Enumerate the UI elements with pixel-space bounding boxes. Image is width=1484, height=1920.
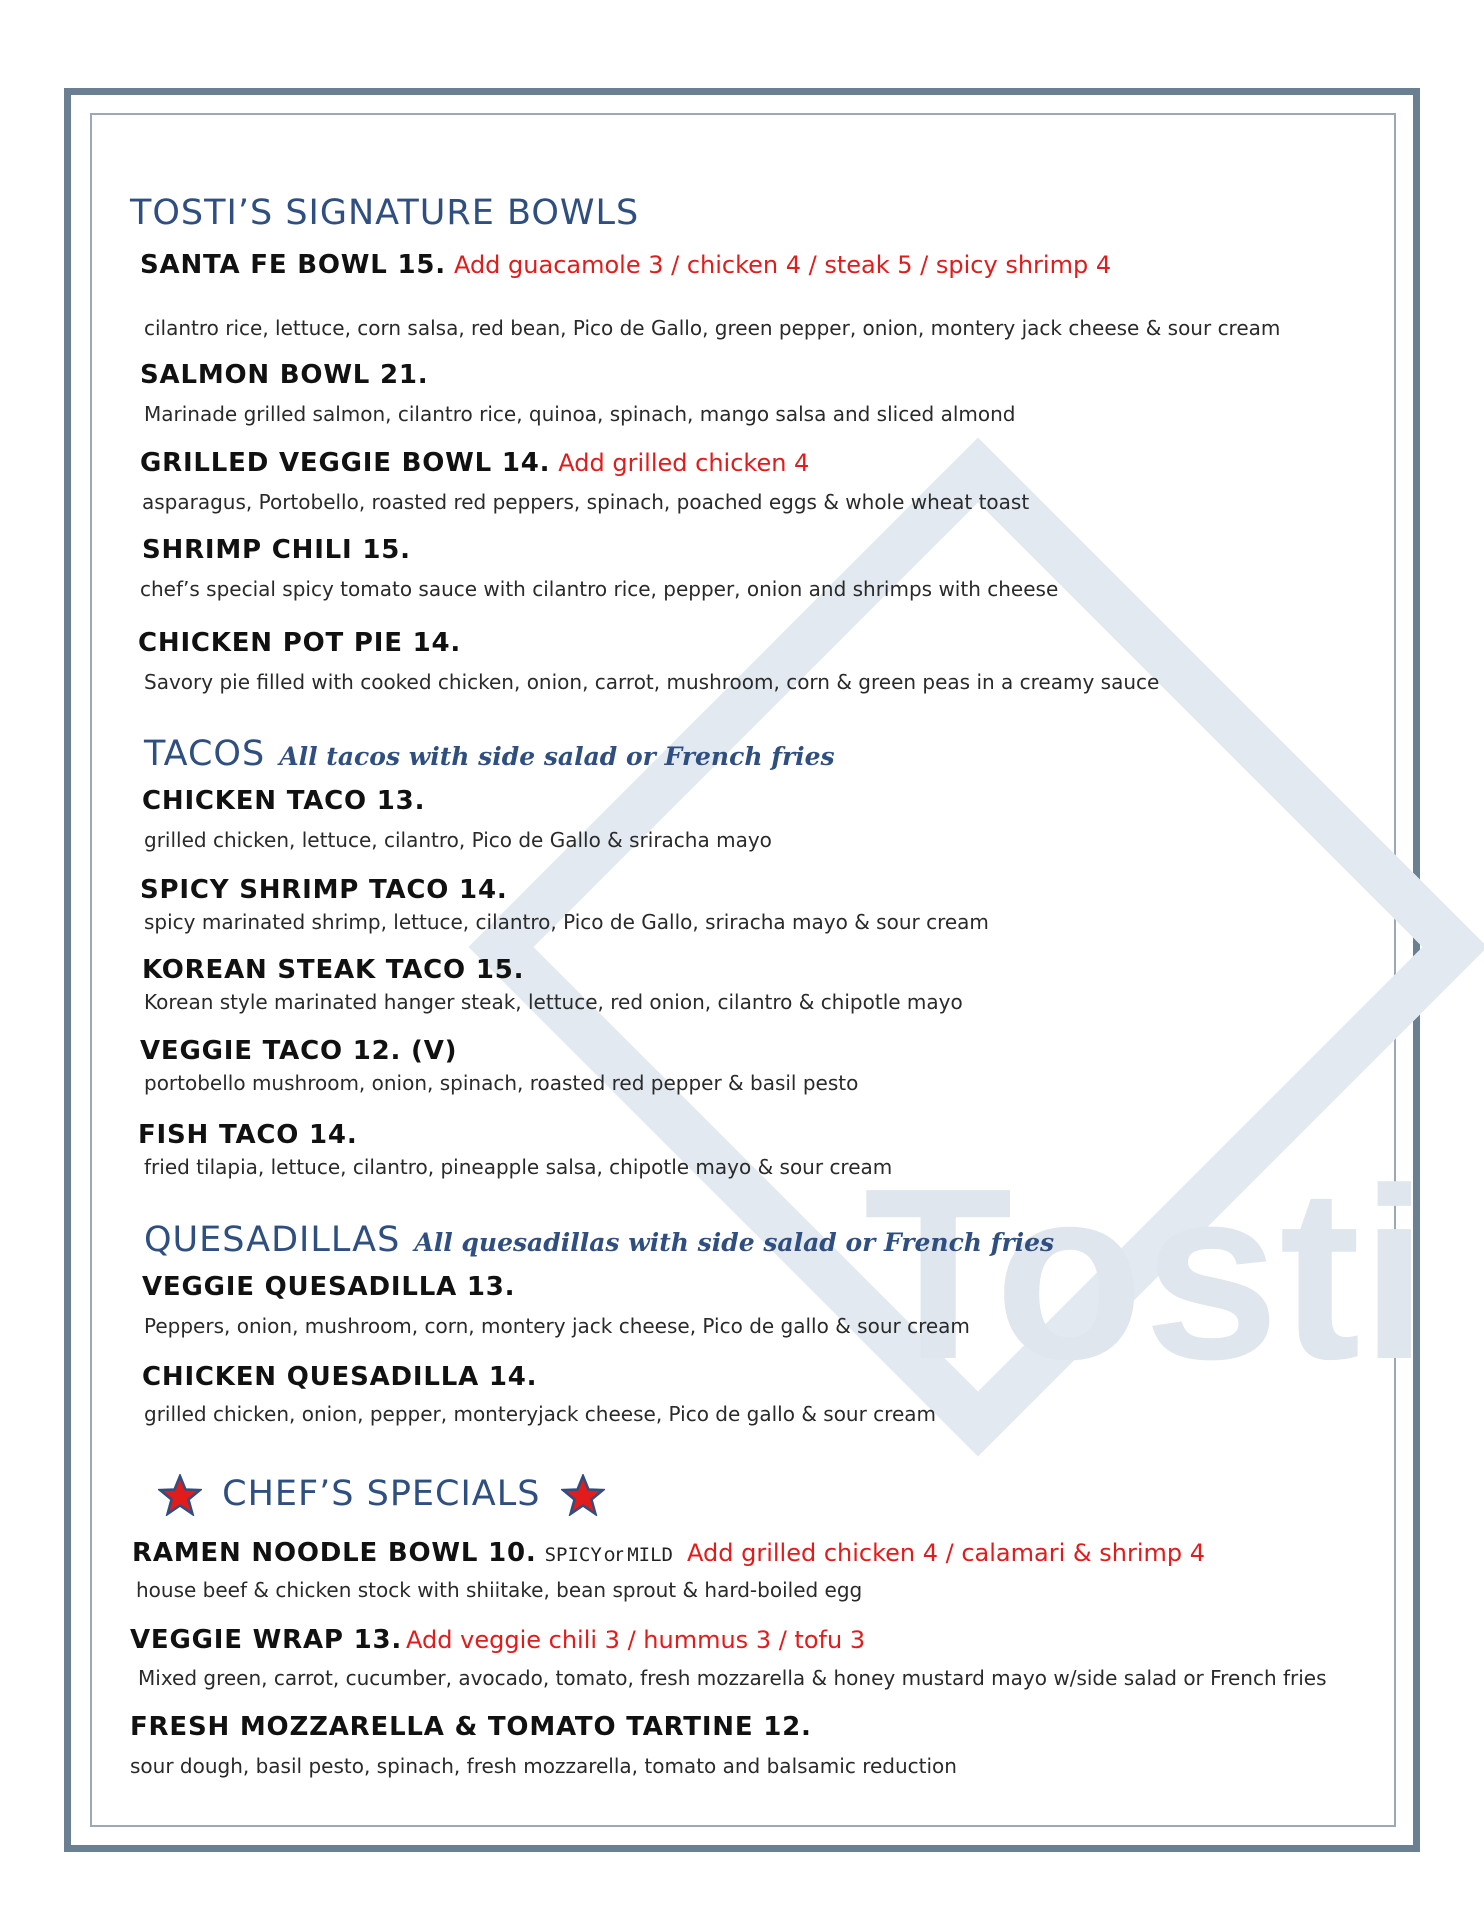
item-description: house beef & chicken stock with shiitake, bean sprout & hard-boiled egg (136, 1578, 863, 1602)
menu-item-fish-taco (138, 1120, 358, 1150)
item-name: SPICY SHRIMP TACO 14. (140, 875, 508, 905)
star-icon (158, 1474, 202, 1516)
bowls-title: TOSTI’S SIGNATURE BOWLS (130, 193, 640, 233)
tacos-subtitle: All tacos with side salad or French fries (279, 742, 835, 771)
item-description: spicy marinated shrimp, lettuce, cilantro, Pico de Gallo, sriracha mayo & sour cream (144, 910, 989, 934)
menu-item-mozzarella-tartine (130, 1712, 812, 1742)
item-addon: Add veggie chili 3 / hummus 3 / tofu 3 (406, 1626, 866, 1654)
item-name: RAMEN NOODLE BOWL 10. (132, 1538, 537, 1568)
item-name: SHRIMP CHILI 15. (142, 535, 411, 565)
item-name: VEGGIE WRAP 13. (130, 1625, 403, 1655)
menu-item-spicy-shrimp-taco (140, 875, 508, 905)
item-name: GRILLED VEGGIE BOWL 14. (140, 448, 551, 478)
item-description: sour dough, basil pesto, spinach, fresh mozzarella, tomato and balsamic reduction (130, 1754, 957, 1778)
item-description: Marinade grilled salmon, cilantro rice, quinoa, spinach, mango salsa and sliced almond (144, 402, 1016, 426)
item-name: CHICKEN TACO 13. (142, 786, 426, 816)
item-description: chef’s special spicy tomato sauce with cilantro rice, pepper, onion and shrimps with cheese (140, 577, 1059, 601)
menu-item-korean-steak-taco (142, 955, 524, 985)
item-description: cilantro rice, lettuce, corn salsa, red bean, Pico de Gallo, green pepper, onion, montery jack cheese & sour cream (144, 316, 1281, 340)
item-description: portobello mushroom, onion, spinach, roasted red pepper & basil pesto (144, 1071, 859, 1095)
item-name: CHICKEN POT PIE 14. (138, 628, 462, 658)
menu-item-shrimp-chili (142, 535, 411, 565)
option-mild: MILD (627, 1544, 673, 1566)
item-name: KOREAN STEAK TACO 15. (142, 955, 525, 985)
item-description: Mixed green, carrot, cucumber, avocado, tomato, fresh mozzarella & honey mustard mayo w/side salad or French fries (138, 1666, 1327, 1690)
menu-item-veggie-quesadilla (142, 1272, 515, 1302)
item-description: grilled chicken, onion, pepper, monteryjack cheese, Pico de gallo & sour cream (144, 1402, 937, 1426)
item-name: VEGGIE TACO 12. (V) (140, 1036, 458, 1066)
menu-item-chicken-taco (142, 786, 425, 816)
option-spicy: SPICY (544, 1544, 602, 1566)
menu-item-ramen-noodle-bowl (132, 1538, 1205, 1568)
menu-item-chicken-quesadilla (142, 1362, 537, 1392)
tacos-title: TACOS (144, 734, 266, 774)
section-title-tacos (144, 734, 835, 774)
item-name: VEGGIE QUESADILLA 13. (142, 1272, 516, 1302)
section-title-specials (158, 1474, 605, 1516)
menu-item-salmon-bowl (140, 360, 428, 390)
item-name: SANTA FE BOWL 15. (140, 250, 446, 280)
menu-item-santa-fe-bowl (140, 250, 1111, 280)
menu-item-grilled-veggie-bowl (140, 448, 809, 478)
menu-item-veggie-taco (140, 1036, 457, 1066)
item-description: Korean style marinated hanger steak, lettuce, red onion, cilantro & chipotle mayo (144, 990, 963, 1014)
item-addon: Add grilled chicken 4 (558, 449, 810, 477)
specials-title: CHEF’S SPECIALS (222, 1474, 541, 1514)
item-description: fried tilapia, lettuce, cilantro, pineapple salsa, chipotle mayo & sour cream (144, 1155, 893, 1179)
item-description: Savory pie filled with cooked chicken, onion, carrot, mushroom, corn & green peas in a creamy sauce (144, 670, 1160, 694)
item-name: FISH TACO 14. (138, 1120, 358, 1150)
quesadillas-subtitle: All quesadillas with side salad or French fries (414, 1228, 1055, 1257)
quesadillas-title: QUESADILLAS (144, 1220, 401, 1260)
menu-item-veggie-wrap (130, 1625, 865, 1655)
item-description: Peppers, onion, mushroom, corn, montery jack cheese, Pico de gallo & sour cream (144, 1314, 970, 1338)
menu-item-chicken-pot-pie (138, 628, 461, 658)
item-description: grilled chicken, lettuce, cilantro, Pico de Gallo & sriracha mayo (144, 828, 772, 852)
item-addon: Add grilled chicken 4 / calamari & shrimp 4 (687, 1539, 1205, 1567)
option-or: or (603, 1544, 624, 1566)
item-name: CHICKEN QUESADILLA 14. (142, 1362, 538, 1392)
item-name: FRESH MOZZARELLA & TOMATO TARTINE 12. (130, 1712, 812, 1742)
item-description: asparagus, Portobello, roasted red peppers, spinach, poached eggs & whole wheat toast (142, 490, 1030, 514)
item-name: SALMON BOWL 21. (140, 360, 429, 390)
watermark-text: Tosti (863, 1137, 1429, 1410)
star-icon (561, 1474, 605, 1516)
section-title-quesadillas (144, 1220, 1054, 1260)
section-title-bowls (130, 193, 639, 233)
item-addon: Add guacamole 3 / chicken 4 / steak 5 / spicy shrimp 4 (453, 251, 1112, 279)
